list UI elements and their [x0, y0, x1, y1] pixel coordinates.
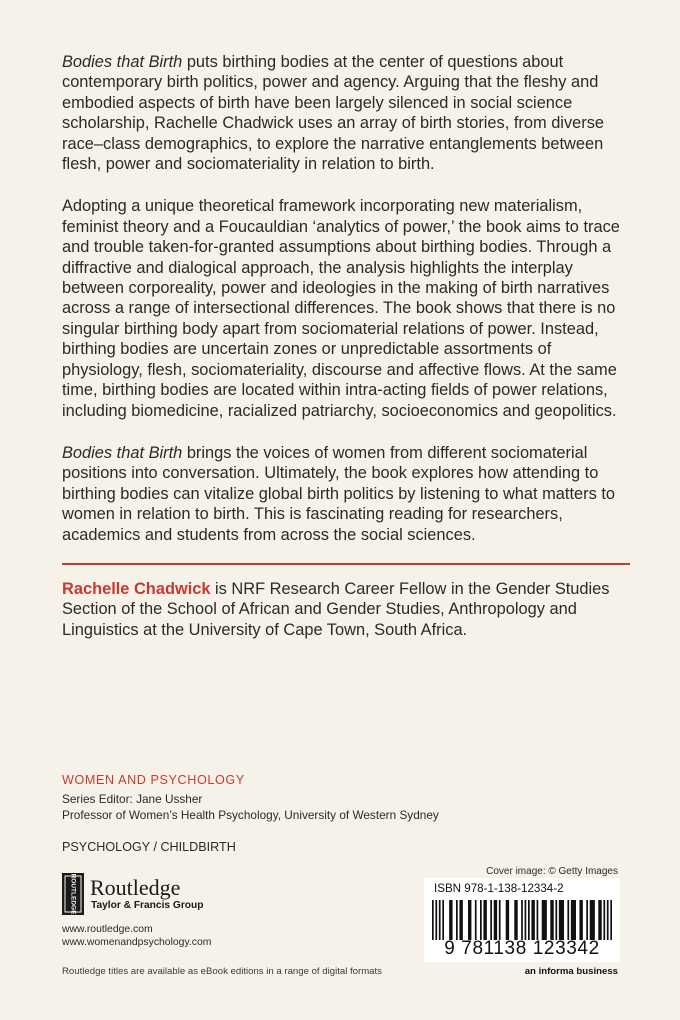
divider-rule [62, 563, 630, 565]
book-title-italic: Bodies that Birth [62, 443, 183, 462]
logo-mark-text: ROUTLEDGE [69, 873, 77, 915]
barcode-bar [480, 900, 482, 940]
series-title: WOMEN AND PSYCHOLOGY [62, 773, 245, 787]
author-bio-text: is NRF Research Career Fellow in the Gender Studies Section of the School of African and Gender Studies, Anthropology and Linguistics at the University of Cape Town, South Africa. [62, 580, 610, 639]
publisher-urls [62, 923, 211, 949]
barcode-bar [490, 900, 492, 940]
isbn-digits: 9 781138 123342 [444, 938, 600, 959]
subject-category: PSYCHOLOGY / CHILDBIRTH [62, 840, 236, 854]
barcode-bar [579, 900, 582, 940]
description-paragraph-3 [62, 443, 632, 545]
barcode-bar [435, 900, 437, 940]
cover-credit: Cover image: © Getty Images [486, 866, 618, 877]
barcode-bar [607, 900, 609, 940]
barcode-bar [528, 900, 530, 940]
barcode-bar [449, 900, 452, 940]
publisher-group: Taylor & Francis Group [91, 900, 204, 911]
informa-business: an informa business [524, 966, 618, 977]
barcode-bar [442, 900, 444, 940]
series-editor [62, 791, 439, 823]
barcode-bar [571, 900, 576, 940]
barcode-bar [610, 900, 612, 940]
barcode-bar [537, 900, 539, 940]
barcode-bar [542, 900, 547, 940]
barcode-bar [514, 900, 517, 940]
barcode-bar [525, 900, 527, 940]
barcode-panel [424, 878, 620, 962]
routledge-logo-icon [62, 873, 84, 915]
barcode-bar [439, 900, 441, 940]
book-description [62, 52, 632, 545]
author-bio [62, 579, 632, 640]
barcode-bar [550, 900, 553, 940]
barcode-bar [598, 900, 601, 940]
publisher-name: Routledge [90, 875, 181, 900]
description-paragraph-1 [62, 52, 632, 174]
author-name: Rachelle Chadwick [62, 580, 211, 598]
url-women-psychology[interactable]: www.womenandpsychology.com [62, 937, 212, 948]
book-title-italic: Bodies that Birth [62, 53, 183, 71]
barcode-bar [468, 900, 471, 940]
isbn-label: ISBN 978-1-138-12334-2 [434, 882, 564, 895]
barcode-bar [506, 900, 509, 940]
barcode-bar [555, 900, 557, 940]
url-routledge[interactable]: www.routledge.com [62, 924, 153, 935]
barcode-bar [521, 900, 523, 940]
barcode-bar [603, 900, 605, 940]
barcode-bar [494, 900, 497, 940]
barcode-bar [567, 900, 569, 940]
barcode-bar [483, 900, 486, 940]
description-text: puts birthing bodies at the center of questions about contemporary birth politics, power and agency. Arguing that the fleshy and embodied aspects of birth have been largely silenced in social science scholarship, Rachelle Chadwick uses an array of birth stories, from diverse race–class demographics, to explore the narrative entanglements between flesh, power and sociomateriality in relation to birth. [62, 53, 605, 174]
barcode-bar [459, 900, 462, 940]
barcode-bar [559, 900, 564, 940]
barcode-bar [586, 900, 588, 940]
series-editor-role: Professor of Women’s Health Psychology, University of Western Sydney [62, 808, 439, 822]
barcode-bar [475, 900, 477, 940]
barcode-bar [432, 900, 434, 940]
series-editor-name: Series Editor: Jane Ussher [62, 792, 203, 806]
ebook-note: Routledge titles are available as eBook editions in a range of digital formats [62, 966, 382, 977]
barcode-graphic [432, 900, 612, 940]
barcode-bar [456, 900, 458, 940]
barcode-bar [531, 900, 534, 940]
description-text: brings the voices of women from different sociomaterial positions into conversation. Ultimately, the book explores how attending to birthing bodies can vitalize global birth politics by listening to what matters to women in relation to birth. This is fascinating reading for researchers, academics and students from across the social sciences. [62, 443, 616, 544]
barcode-bar [590, 900, 595, 940]
publisher-logo [62, 873, 222, 915]
barcode-bar [499, 900, 501, 940]
description-paragraph-2: Adopting a unique theoretical framework incorporating new materialism, feminist theory and a Foucauldian ‘analytics of power,’ the book aims to trace and trouble taken-for-granted assumptions about birthing bodies. Through a diffractive and dialogical approach, the analysis highlights the interplay between corporeality, power and ideologies in the making of birth narratives across a range of intersectional differences. The book shows that there is no singular birthing body apart from sociomaterial relations of power. Instead, birthing bodies are uncertain zones or unpredictable assortments of physiology, flesh, sociomateriality, discourse and affective flows. At the same time, birthing bodies are located within intra-acting fields of power relations, including biomedicine, racialized patriarchy, socioeconomics and geopolitics. [62, 197, 620, 420]
